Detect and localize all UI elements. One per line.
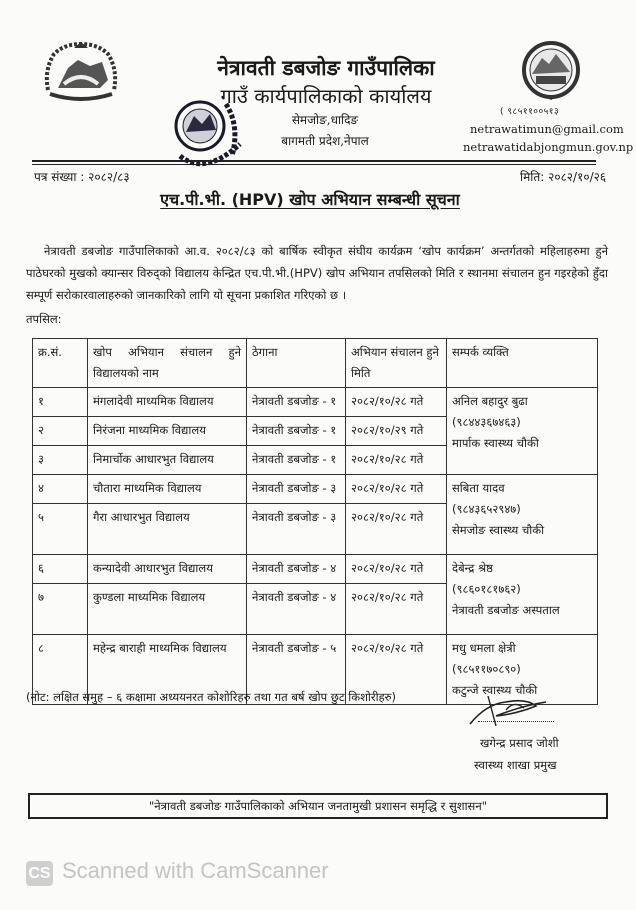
row-address: नेत्रावती डबजोङ - ४ — [247, 584, 346, 635]
row-date: २०८२/१०/२८ गते — [346, 635, 447, 705]
contact-phone: (९८६०१८१७६२) — [452, 582, 521, 596]
website-url[interactable]: netrawatidabjongmun.gov.np — [463, 140, 634, 154]
contact-name: देबेन्द्र श्रेष्ठ — [452, 561, 493, 575]
row-date: २०८२/१०/२९ गते — [346, 417, 447, 446]
row-serial: ८ — [33, 635, 88, 705]
table-row — [33, 475, 598, 504]
contact-phone: (९८५११७०८९०) — [452, 662, 521, 676]
notice-subject: एच.पी.भी. (HPV) खोप अभियान सम्बन्धी सूचना — [160, 190, 460, 209]
row-address: नेत्रावती डबजोङ - १ — [247, 417, 346, 446]
municipality-logo-icon — [516, 40, 586, 102]
contact-cell — [447, 555, 598, 635]
municipality-name: नेत्रावती डबजोङ गाउँपालिका — [217, 56, 435, 80]
letter-date: मिति: २०८२/१०/२६ — [520, 170, 607, 184]
row-address: नेत्रावती डबजोङ - ३ — [247, 504, 346, 555]
contact-phone: (९८४३६५२९४७) — [452, 502, 521, 516]
table-header-row — [33, 339, 598, 388]
signer-title: स्वास्थ्य शाखा प्रमुख — [474, 758, 557, 772]
row-school: निमार्चोक आधारभुत विद्यालय — [88, 446, 247, 475]
header-contact: सम्पर्क व्यक्ति — [447, 339, 598, 388]
camscanner-watermark: Scanned with CamScanner — [62, 858, 329, 883]
row-school: कुण्डला माध्यमिक विद्यालय — [88, 584, 247, 635]
row-school: महेन्द्र बाराही माध्यमिक विद्यालय — [88, 635, 247, 705]
row-school: मंगलादेवी माध्यमिक विद्यालय — [88, 388, 247, 417]
row-serial: ६ — [33, 555, 88, 584]
contact-cell — [447, 388, 598, 475]
row-serial: १ — [33, 388, 88, 417]
contact-phone: (९८४४३६७४६३) — [452, 415, 521, 429]
table-row — [33, 555, 598, 584]
address-line-2: बागमती प्रदेश,नेपाल — [281, 134, 369, 148]
municipality-motto: "नेत्रावती डबजोङ गाउँपालिकाको अभियान जनतामुखी प्रशासन समृद्धि र सुशासन" — [28, 793, 608, 819]
contact-name: सबिता यादव — [452, 481, 505, 495]
header-divider-thin — [32, 164, 596, 165]
contact-facility: सेमजोङ स्वास्थ्य चौकी — [452, 523, 545, 537]
contact-cell — [447, 475, 598, 555]
row-school: कन्यादेवी आधारभुत विद्यालय — [88, 555, 247, 584]
row-school: चौतारा माध्यमिक विद्यालय — [88, 475, 247, 504]
row-address: नेत्रावती डबजोङ - १ — [247, 446, 346, 475]
camscanner-logo-icon: CS — [26, 861, 53, 886]
row-address: नेत्रावती डबजोङ - ३ — [247, 475, 346, 504]
row-serial: ५ — [33, 504, 88, 555]
row-date: २०८२/१०/२८ गते — [346, 555, 447, 584]
row-date: २०८२/१०/२८ गते — [346, 584, 447, 635]
details-label: तपसिल: — [26, 312, 62, 326]
row-address: नेत्रावती डबजोङ - ४ — [247, 555, 346, 584]
contact-facility: मार्पाक स्वास्थ्य चौकी — [452, 436, 539, 450]
header-divider — [32, 160, 596, 162]
row-serial: ७ — [33, 584, 88, 635]
email-address[interactable]: netrawatimun@gmail.com — [470, 122, 624, 136]
row-date: २०८२/१०/२८ गते — [346, 504, 447, 555]
row-address: नेत्रावती डबजोङ - ५ — [247, 635, 346, 705]
contact-facility: नेत्रावती डबजोङ अस्पताल — [452, 603, 560, 617]
row-date: २०८२/१०/२८ गते — [346, 388, 447, 417]
row-address: नेत्रावती डबजोङ - १ — [247, 388, 346, 417]
contact-name: मधु धमला क्षेत्री — [452, 641, 516, 655]
row-date: २०८२/१०/२८ गते — [346, 475, 447, 504]
row-date: २०८२/१०/२८ गते — [346, 446, 447, 475]
row-serial: ४ — [33, 475, 88, 504]
target-group-note: (नोट: लक्षित समुह – ६ कक्षामा अध्ययनरत कोशोरिहरु तथा गत बर्ष खोप छुट किशोरीहरु) — [26, 690, 397, 704]
header-school: खोप अभियान संचालन हुने विद्यालयको नाम — [88, 339, 247, 388]
reference-number: पत्र संख्या : २०८२/८३ — [34, 170, 130, 184]
signature-line — [478, 721, 554, 722]
notice-body: नेत्रावती डबजोङ गाउँपालिकाको आ.व. २०८२/८३ को बार्षिक स्वीकृत संघीय कार्यक्रम ‘खोप कार्यक्रम’ अन्तर्गतको महिलाहरुमा हुने पाठेघरको मुखको क्यान्सर विरुद्को विद्यालय केन्द्रित एच.पी.भी.(HPV) खोप अभियान तपसिलको मिति र स्थानमा संचालन हुन गइरहेको हुँदा सम्पूर्ण सरोकारवालाहरुको जानकारिको लागि यो सूचना प्रकाशित गरिएको छ । — [26, 244, 608, 302]
row-school: निरंजना माध्यमिक विद्यालय — [88, 417, 247, 446]
signer-name: खगेन्द्र प्रसाद जोशी — [480, 736, 559, 750]
address-line-1: सेमजोङ,धादिङ — [291, 113, 359, 127]
header-serial: क्र.सं. — [33, 339, 88, 388]
row-school: गैरा आधारभुत विद्यालय — [88, 504, 247, 555]
phone-number: ( ९८५११००५१३ — [500, 107, 560, 117]
row-serial: २ — [33, 417, 88, 446]
office-name: गाउँ कार्यपालिकाको कार्यालय — [220, 84, 432, 108]
nepal-emblem-icon — [40, 40, 122, 106]
table-row — [33, 388, 598, 417]
signature-icon — [466, 694, 556, 728]
header-date: अभियान संचालन हुने मिति — [346, 339, 447, 388]
contact-facility: कटुन्जे स्वास्थ्य चौकी — [452, 683, 538, 697]
contact-name: अनिल बहादुर बुढा — [452, 394, 528, 408]
header-address: ठेगाना — [247, 339, 346, 388]
row-serial: ३ — [33, 446, 88, 475]
vaccination-schedule-table — [32, 338, 598, 705]
